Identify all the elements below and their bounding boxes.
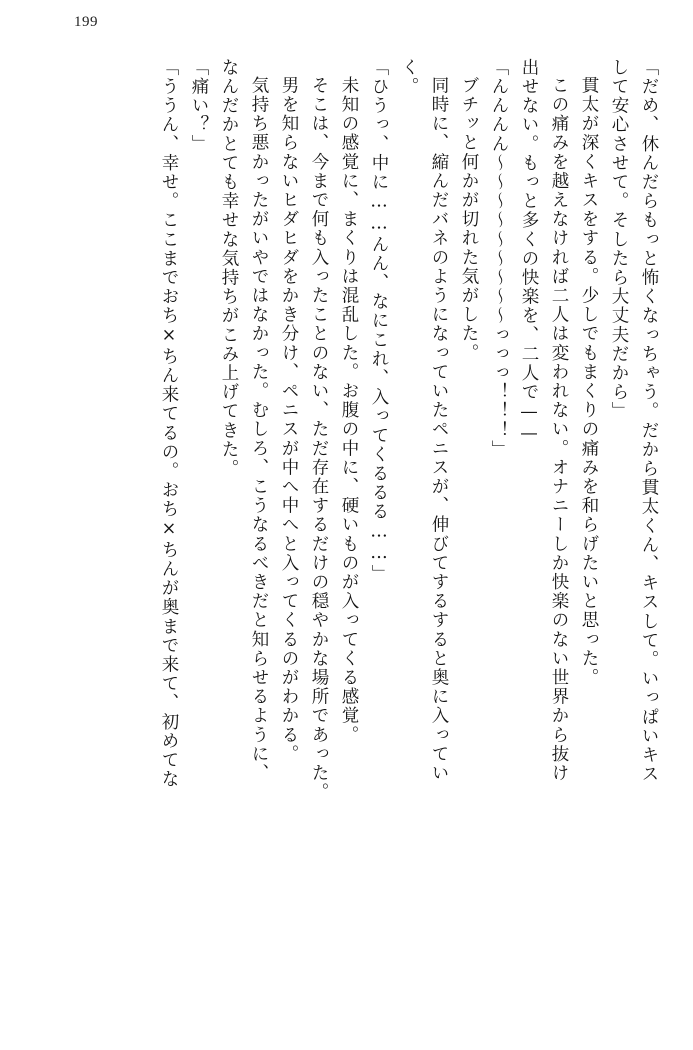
text-column: く。 bbox=[399, 58, 419, 97]
text-column: 「だめ、休んだらもっと怖くなっちゃう。だから貫太くん、キスして。いっぱいキス bbox=[639, 58, 659, 784]
text-column: なんだかとても幸せな気持ちがこみ上げてきた。 bbox=[219, 58, 239, 479]
text-column: 「んんんん～～～～～～～～～っっっ！！！」 bbox=[489, 58, 509, 460]
text-column: ブチッと何かが切れた気がした。 bbox=[459, 76, 479, 363]
text-column: 「ううん、幸せ。ここまでおち×ちん来てるの。おち×ちんが奥まで来て、初めてな bbox=[159, 58, 179, 789]
text-column: 出せない。もっと多くの快楽を、二人で—— bbox=[519, 58, 539, 445]
text-column: 気持ち悪かったがいやではなかった。むしろ、こうなるべきだと知らせるように、 bbox=[249, 76, 269, 783]
text-column: 貫太が深くキスをする。少しでもまくりの痛みを和らげたいと思った。 bbox=[579, 76, 599, 688]
text-column: 男を知らないヒダヒダをかき分け、ペニスが中へ中へと入ってくるのがわかる。 bbox=[279, 76, 299, 764]
text-column: 未知の感覚に、まくりは混乱した。お腹の中に、硬いものが入ってくる感覚。 bbox=[339, 76, 359, 745]
text-column: 「ひうっ、中に……んん、なにこれ、入ってくるるる……」 bbox=[369, 58, 389, 584]
text-column: そこは、今まで何も入ったことのない、ただ存在するだけの穏やかな場所であった。 bbox=[309, 76, 329, 802]
text-column: この痛みを越えなければ二人は変われない。オナニーしか快楽のない世界から抜け bbox=[549, 76, 569, 783]
text-column: 同時に、縮んだバネのようになっていたペニスが、伸びてするすると奥に入ってい bbox=[429, 76, 449, 783]
text-column: して安心させて。そしたら大丈夫だから」 bbox=[609, 58, 629, 421]
vertical-text-body bbox=[36, 58, 657, 1026]
page-number: 199 bbox=[74, 14, 98, 30]
text-column: 「痛い？」 bbox=[189, 58, 209, 154]
